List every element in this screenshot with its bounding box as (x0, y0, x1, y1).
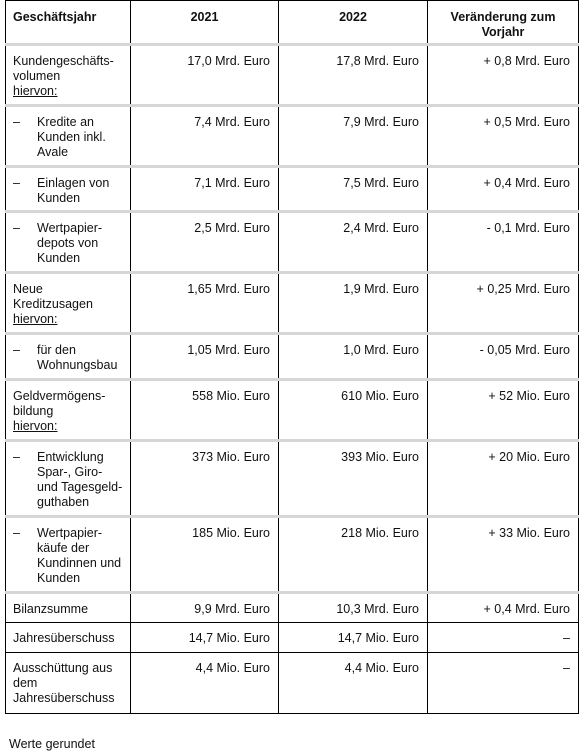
table-row (6, 212, 579, 273)
header-2021: 2021 (131, 1, 279, 45)
row-label: Kredite an Kunden inkl. Avale (37, 115, 106, 159)
dash-marker: – (13, 115, 20, 129)
row-label-cell (6, 380, 131, 441)
value-2022: 610 Mio. Euro (279, 380, 428, 441)
value-2021: 1,65 Mrd. Euro (131, 273, 279, 334)
value-2021: 7,1 Mrd. Euro (131, 167, 279, 212)
row-label: Wertpapier-depots von Kunden (37, 221, 103, 265)
row-label: Kundengeschäfts-volumen (13, 54, 114, 83)
value-change: + 0,4 Mrd. Euro (428, 167, 579, 212)
value-2022: 4,4 Mio. Euro (279, 653, 428, 714)
row-label-cell (6, 106, 131, 167)
value-2022: 14,7 Mio. Euro (279, 623, 428, 653)
value-change: + 52 Mio. Euro (428, 380, 579, 441)
table-row (6, 167, 579, 212)
value-change: + 0,5 Mrd. Euro (428, 106, 579, 167)
value-change: - 0,1 Mrd. Euro (428, 212, 579, 273)
value-2022: 7,9 Mrd. Euro (279, 106, 428, 167)
value-2022: 7,5 Mrd. Euro (279, 167, 428, 212)
value-change: + 0,25 Mrd. Euro (428, 273, 579, 334)
value-change: – (428, 653, 579, 714)
value-2021: 4,4 Mio. Euro (131, 653, 279, 714)
value-2022: 17,8 Mrd. Euro (279, 45, 428, 106)
row-label: Neue Kreditzusagen (13, 282, 93, 311)
value-change: - 0,05 Mrd. Euro (428, 334, 579, 380)
table-row (6, 106, 579, 167)
row-note: hiervon: (13, 84, 58, 98)
value-change: + 20 Mio. Euro (428, 441, 579, 517)
table-row (6, 623, 579, 653)
financial-table (5, 0, 579, 714)
value-2022: 218 Mio. Euro (279, 517, 428, 593)
row-label: Geldvermögens-bildung (13, 389, 106, 418)
table-row (6, 441, 579, 517)
value-change: + 0,4 Mrd. Euro (428, 593, 579, 623)
value-2022: 393 Mio. Euro (279, 441, 428, 517)
value-2021: 1,05 Mrd. Euro (131, 334, 279, 380)
row-label-cell (6, 167, 131, 212)
row-label: für den Wohnungsbau (37, 343, 118, 372)
value-2021: 185 Mio. Euro (131, 517, 279, 593)
table-row (6, 334, 579, 380)
value-2022: 2,4 Mrd. Euro (279, 212, 428, 273)
row-label-cell (6, 273, 131, 334)
value-2021: 17,0 Mrd. Euro (131, 45, 279, 106)
value-2021: 9,9 Mrd. Euro (131, 593, 279, 623)
dash-marker: – (13, 343, 20, 357)
table-row (6, 45, 579, 106)
dash-marker: – (13, 450, 20, 464)
dash-marker: – (13, 176, 20, 190)
row-label: Jahresüberschuss (13, 631, 115, 645)
value-change: + 0,8 Mrd. Euro (428, 45, 579, 106)
row-label: Bilanzsumme (13, 602, 89, 616)
footnote: Werte gerundet (9, 737, 95, 751)
row-label: Einlagen von Kunden (37, 176, 110, 205)
row-note: hiervon: (13, 312, 58, 326)
value-2021: 7,4 Mrd. Euro (131, 106, 279, 167)
row-label-cell (6, 212, 131, 273)
value-change: + 33 Mio. Euro (428, 517, 579, 593)
value-2021: 2,5 Mrd. Euro (131, 212, 279, 273)
value-2022: 1,9 Mrd. Euro (279, 273, 428, 334)
table-body (6, 45, 579, 714)
value-change: – (428, 623, 579, 653)
table-row (6, 653, 579, 714)
dash-marker: – (13, 526, 20, 540)
table-row (6, 593, 579, 623)
row-label: Wertpapier-käufe der Kundinnen und Kunden (37, 526, 122, 585)
value-2022: 1,0 Mrd. Euro (279, 334, 428, 380)
row-label-cell (6, 45, 131, 106)
row-label-cell (6, 441, 131, 517)
row-note: hiervon: (13, 419, 58, 433)
row-label-cell (6, 593, 131, 623)
value-2021: 558 Mio. Euro (131, 380, 279, 441)
value-2021: 14,7 Mio. Euro (131, 623, 279, 653)
row-label-cell (6, 653, 131, 714)
table-row (6, 517, 579, 593)
table-row (6, 380, 579, 441)
table-row (6, 273, 579, 334)
row-label-cell (6, 623, 131, 653)
row-label-cell (6, 517, 131, 593)
value-2022: 10,3 Mrd. Euro (279, 593, 428, 623)
header-fiscal-year: Geschäftsjahr (6, 1, 131, 45)
row-label-cell (6, 334, 131, 380)
header-change: Veränderung zum Vorjahr (428, 1, 579, 45)
value-2021: 373 Mio. Euro (131, 441, 279, 517)
row-label: Ausschüttung aus dem Jahresüberschuss (13, 661, 115, 705)
header-2022: 2022 (279, 1, 428, 45)
row-label: Entwicklung Spar-, Giro- und Tagesgeld-guthaben (37, 450, 123, 509)
dash-marker: – (13, 221, 20, 235)
